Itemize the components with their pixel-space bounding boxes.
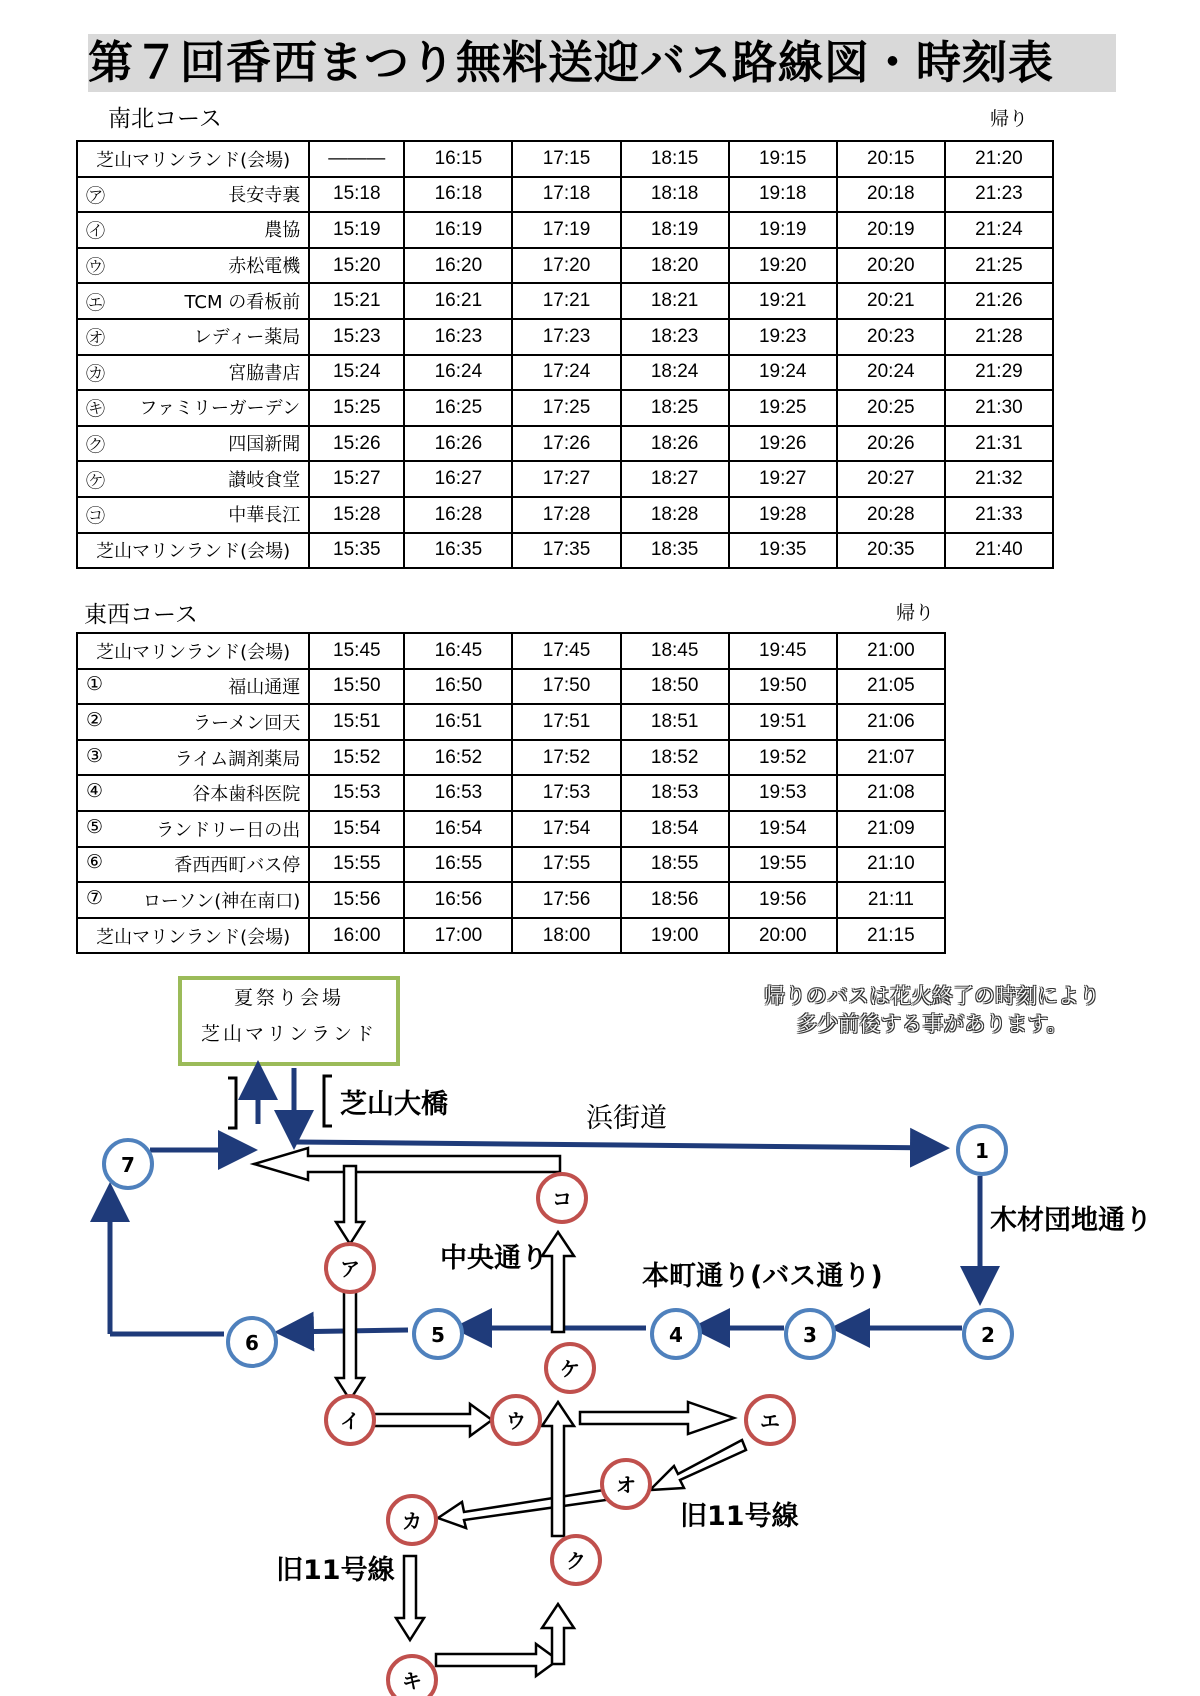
stop-name: TCM の看板前 [184, 291, 301, 313]
time-cell: 21:40 [945, 533, 1053, 569]
note-line1: 帰りのバスは花火終了の時刻により [764, 984, 1100, 1008]
time-cell: 15:55 [309, 847, 404, 883]
time-cell: 21:06 [837, 704, 945, 740]
time-cell: 16:00 [309, 918, 404, 954]
page-title: 第７回香西まつり無料送迎バス路線図・時刻表 [88, 34, 1116, 92]
stop-e-label: エ [760, 1409, 780, 1433]
time-cell: 15:51 [309, 704, 404, 740]
time-cell: 18:51 [621, 704, 729, 740]
time-cell: 17:18 [512, 177, 620, 213]
time-cell: 20:00 [729, 918, 837, 954]
east-west-course-label: 東西コース [84, 602, 198, 628]
stop-name: 福山通運 [228, 677, 301, 699]
time-cell: 18:53 [621, 775, 729, 811]
time-cell: 19:23 [729, 319, 837, 355]
time-cell: 16:53 [404, 775, 512, 811]
time-cell: 17:53 [512, 775, 620, 811]
time-cell: 19:45 [729, 633, 837, 669]
arrow-a-to-i [336, 1290, 364, 1400]
time-cell: 16:52 [404, 740, 512, 776]
arrow-i-to-u [374, 1404, 492, 1436]
route-hama-kaido [296, 1142, 940, 1148]
time-cell: 15:50 [309, 669, 404, 705]
time-cell: 17:24 [512, 355, 620, 391]
arrow-ka-to-ki [396, 1556, 424, 1640]
time-cell: 15:53 [309, 775, 404, 811]
time-cell: 16:28 [404, 497, 512, 533]
time-cell: 18:18 [621, 177, 729, 213]
time-cell: 20:19 [837, 212, 945, 248]
time-cell: 15:23 [309, 319, 404, 355]
stop-name-cell: 芝山マリンランド(会場) [77, 918, 309, 954]
time-cell: 18:19 [621, 212, 729, 248]
time-cell: 19:51 [729, 704, 837, 740]
road-hama-kaido: 浜街道 [586, 1103, 667, 1134]
time-cell: 17:52 [512, 740, 620, 776]
time-cell: 21:20 [945, 141, 1053, 177]
time-cell: 16:55 [404, 847, 512, 883]
stop-name: ファミリーガーデン [139, 398, 301, 420]
time-cell: 19:56 [729, 882, 837, 918]
stop-name: 長安寺裏 [228, 184, 301, 206]
stop-2-label: 2 [981, 1323, 995, 1347]
stop-ko-label: コ [552, 1187, 572, 1211]
time-cell: 18:55 [621, 847, 729, 883]
time-cell: 17:51 [512, 704, 620, 740]
time-cell: 15:54 [309, 811, 404, 847]
time-cell: 18:52 [621, 740, 729, 776]
time-cell: 19:25 [729, 390, 837, 426]
stop-name: 谷本歯科医院 [192, 784, 301, 806]
time-cell: 20:20 [837, 248, 945, 284]
time-cell: 20:28 [837, 497, 945, 533]
time-cell: 16:54 [404, 811, 512, 847]
time-cell: 19:26 [729, 426, 837, 462]
time-cell: 20:21 [837, 283, 945, 319]
time-cell: 18:27 [621, 461, 729, 497]
time-cell: 19:21 [729, 283, 837, 319]
stop-4-label: 4 [669, 1323, 683, 1347]
time-cell: 19:28 [729, 497, 837, 533]
north-south-return-label: 帰り [990, 108, 1029, 130]
time-cell: 16:15 [404, 141, 512, 177]
time-cell: ——— [309, 141, 404, 177]
east-west-return-label: 帰り [896, 602, 935, 624]
stop-name: ランドリー日の出 [156, 819, 301, 841]
time-cell: 21:05 [837, 669, 945, 705]
time-cell: 19:27 [729, 461, 837, 497]
time-cell: 18:23 [621, 319, 729, 355]
arrow-o-to-ka [438, 1490, 606, 1528]
time-cell: 16:18 [404, 177, 512, 213]
time-cell: 16:20 [404, 248, 512, 284]
stop-mark: ㋖ [86, 398, 106, 421]
time-cell: 18:00 [512, 918, 620, 954]
stop-name: 宮脇書店 [228, 362, 301, 384]
time-cell: 15:25 [309, 390, 404, 426]
time-cell: 19:24 [729, 355, 837, 391]
time-cell: 17:19 [512, 212, 620, 248]
stop-u-label: ウ [506, 1409, 526, 1433]
time-cell: 21:15 [837, 918, 945, 954]
stop-i-label: イ [340, 1409, 360, 1433]
stop-mark: ⑤ [86, 815, 104, 838]
time-cell: 21:33 [945, 497, 1053, 533]
time-cell: 16:19 [404, 212, 512, 248]
stop-o-label: オ [616, 1473, 636, 1497]
stop-name-cell: 芝山マリンランド(会場) [77, 633, 309, 669]
time-cell: 18:20 [621, 248, 729, 284]
time-cell: 18:35 [621, 533, 729, 569]
time-cell: 16:27 [404, 461, 512, 497]
time-cell: 19:19 [729, 212, 837, 248]
time-cell: 21:32 [945, 461, 1053, 497]
stop-name: レディー薬局 [193, 327, 301, 349]
time-cell: 21:24 [945, 212, 1053, 248]
time-cell: 19:55 [729, 847, 837, 883]
time-cell: 20:25 [837, 390, 945, 426]
time-cell: 21:31 [945, 426, 1053, 462]
time-cell: 17:50 [512, 669, 620, 705]
time-cell: 19:50 [729, 669, 837, 705]
time-cell: 19:18 [729, 177, 837, 213]
time-cell: 18:24 [621, 355, 729, 391]
arrow-ki-to-ku [436, 1644, 558, 1676]
time-cell: 20:27 [837, 461, 945, 497]
time-cell: 15:52 [309, 740, 404, 776]
time-cell: 16:24 [404, 355, 512, 391]
time-cell: 16:50 [404, 669, 512, 705]
road-chuo: 中央通り [440, 1243, 548, 1274]
time-cell: 18:28 [621, 497, 729, 533]
time-cell: 17:23 [512, 319, 620, 355]
stop-mark: ㋒ [86, 256, 106, 279]
time-cell: 21:29 [945, 355, 1053, 391]
road-honmachi: 本町通り(バス通り) [642, 1261, 883, 1292]
stop-name: 赤松電機 [228, 256, 301, 278]
time-cell: 15:24 [309, 355, 404, 391]
stop-name: 讃岐食堂 [228, 469, 301, 491]
time-cell: 19:00 [621, 918, 729, 954]
time-cell: 20:24 [837, 355, 945, 391]
stop-name: ローソン(神在南口) [142, 890, 301, 912]
time-cell: 21:11 [837, 882, 945, 918]
time-cell: 21:07 [837, 740, 945, 776]
time-cell: 18:21 [621, 283, 729, 319]
time-cell: 20:15 [837, 141, 945, 177]
note-line2: 多少前後する事があります。 [796, 1012, 1068, 1036]
stop-name: ライム調剤薬局 [174, 748, 301, 770]
stop-mark: ㋙ [86, 505, 106, 528]
time-cell: 19:54 [729, 811, 837, 847]
time-cell: 21:08 [837, 775, 945, 811]
stop-mark: ㋐ [86, 184, 106, 207]
time-cell: 16:56 [404, 882, 512, 918]
time-cell: 17:35 [512, 533, 620, 569]
time-cell: 15:28 [309, 497, 404, 533]
time-cell: 18:25 [621, 390, 729, 426]
time-cell: 20:26 [837, 426, 945, 462]
stop-mark: ㋗ [86, 434, 106, 457]
time-cell: 20:35 [837, 533, 945, 569]
time-cell: 21:28 [945, 319, 1053, 355]
time-cell: 17:20 [512, 248, 620, 284]
time-cell: 18:50 [621, 669, 729, 705]
time-cell: 15:35 [309, 533, 404, 569]
time-cell: 19:15 [729, 141, 837, 177]
stop-mark: ㋘ [86, 469, 106, 492]
time-cell: 21:26 [945, 283, 1053, 319]
time-cell: 15:56 [309, 882, 404, 918]
time-cell: 21:23 [945, 177, 1053, 213]
time-cell: 16:21 [404, 283, 512, 319]
stop-5-label: 5 [431, 1323, 445, 1347]
time-cell: 16:25 [404, 390, 512, 426]
time-cell: 15:19 [309, 212, 404, 248]
road-shibayama-bridge: 芝山大橋 [340, 1089, 448, 1120]
stop-a-label: ア [340, 1257, 360, 1281]
stop-mark: ⑥ [86, 851, 104, 874]
stop-mark: ① [86, 673, 104, 696]
time-cell: 20:23 [837, 319, 945, 355]
stop-name: 中華長江 [228, 505, 301, 527]
stop-3-label: 3 [803, 1323, 817, 1347]
road-old11-left: 旧11号線 [276, 1555, 395, 1586]
road-old11-right: 旧11号線 [680, 1501, 799, 1532]
time-cell: 21:00 [837, 633, 945, 669]
time-cell: 18:26 [621, 426, 729, 462]
time-cell: 16:26 [404, 426, 512, 462]
time-cell: 17:15 [512, 141, 620, 177]
time-cell: 19:35 [729, 533, 837, 569]
time-cell: 17:25 [512, 390, 620, 426]
stop-mark: ⑦ [86, 886, 104, 909]
time-cell: 21:09 [837, 811, 945, 847]
stop-name-cell: 芝山マリンランド(会場) [77, 533, 309, 569]
arrow-u-to-e [580, 1402, 734, 1434]
time-cell: 19:20 [729, 248, 837, 284]
time-cell: 17:28 [512, 497, 620, 533]
stop-ki-label: キ [402, 1669, 422, 1693]
stop-mark: ④ [86, 780, 104, 803]
arrow-ku-to-ke [542, 1402, 574, 1536]
stop-1-label: 1 [975, 1139, 989, 1163]
time-cell: 15:45 [309, 633, 404, 669]
venue-line1: 夏祭り会場 [233, 987, 344, 1009]
time-cell: 15:18 [309, 177, 404, 213]
stop-mark: ㋓ [86, 291, 106, 314]
time-cell: 21:30 [945, 390, 1053, 426]
time-cell: 18:15 [621, 141, 729, 177]
time-cell: 16:51 [404, 704, 512, 740]
stop-6-label: 6 [245, 1331, 259, 1355]
time-cell: 17:27 [512, 461, 620, 497]
time-cell: 16:23 [404, 319, 512, 355]
stop-ke-label: ケ [560, 1357, 580, 1381]
time-cell: 16:45 [404, 633, 512, 669]
time-cell: 15:27 [309, 461, 404, 497]
time-cell: 19:53 [729, 775, 837, 811]
bridge-bracket-right [324, 1076, 332, 1126]
time-cell: 15:20 [309, 248, 404, 284]
stop-name-cell: 芝山マリンランド(会場) [77, 141, 309, 177]
time-cell: 21:10 [837, 847, 945, 883]
stop-mark: ② [86, 708, 104, 731]
road-mokuzai: 木材団地通り [990, 1205, 1152, 1236]
time-cell: 18:56 [621, 882, 729, 918]
arrow-ko-to-venue [254, 1148, 560, 1180]
time-cell: 17:54 [512, 811, 620, 847]
time-cell: 18:45 [621, 633, 729, 669]
north-south-course-label: 南北コース [108, 106, 222, 132]
stop-name: ラーメン回天 [193, 712, 301, 734]
time-cell: 17:00 [404, 918, 512, 954]
stop-name: 農協 [264, 220, 301, 242]
bridge-bracket-left [228, 1078, 236, 1128]
time-cell: 21:25 [945, 248, 1053, 284]
stop-mark: ③ [86, 744, 104, 767]
time-cell: 19:52 [729, 740, 837, 776]
time-cell: 17:45 [512, 633, 620, 669]
time-cell: 15:26 [309, 426, 404, 462]
stop-7-label: 7 [121, 1153, 135, 1177]
venue-line2: 芝山マリンランド [200, 1023, 377, 1045]
time-cell: 17:21 [512, 283, 620, 319]
time-cell: 15:21 [309, 283, 404, 319]
stop-name: 四国新聞 [228, 434, 301, 456]
stop-mark: ㋔ [86, 327, 106, 350]
stop-ka-label: カ [402, 1509, 422, 1533]
arrow-venue-to-a [336, 1166, 364, 1244]
stop-mark: ㋑ [86, 220, 106, 243]
time-cell: 16:35 [404, 533, 512, 569]
time-cell: 17:26 [512, 426, 620, 462]
time-cell: 20:18 [837, 177, 945, 213]
stop-name: 香西西町バス停 [174, 855, 301, 877]
time-cell: 17:55 [512, 847, 620, 883]
time-cell: 17:56 [512, 882, 620, 918]
stop-mark: ㋕ [86, 362, 106, 385]
time-cell: 18:54 [621, 811, 729, 847]
arrow-e-to-o [650, 1440, 746, 1490]
stop-ku-label: ク [566, 1549, 586, 1573]
